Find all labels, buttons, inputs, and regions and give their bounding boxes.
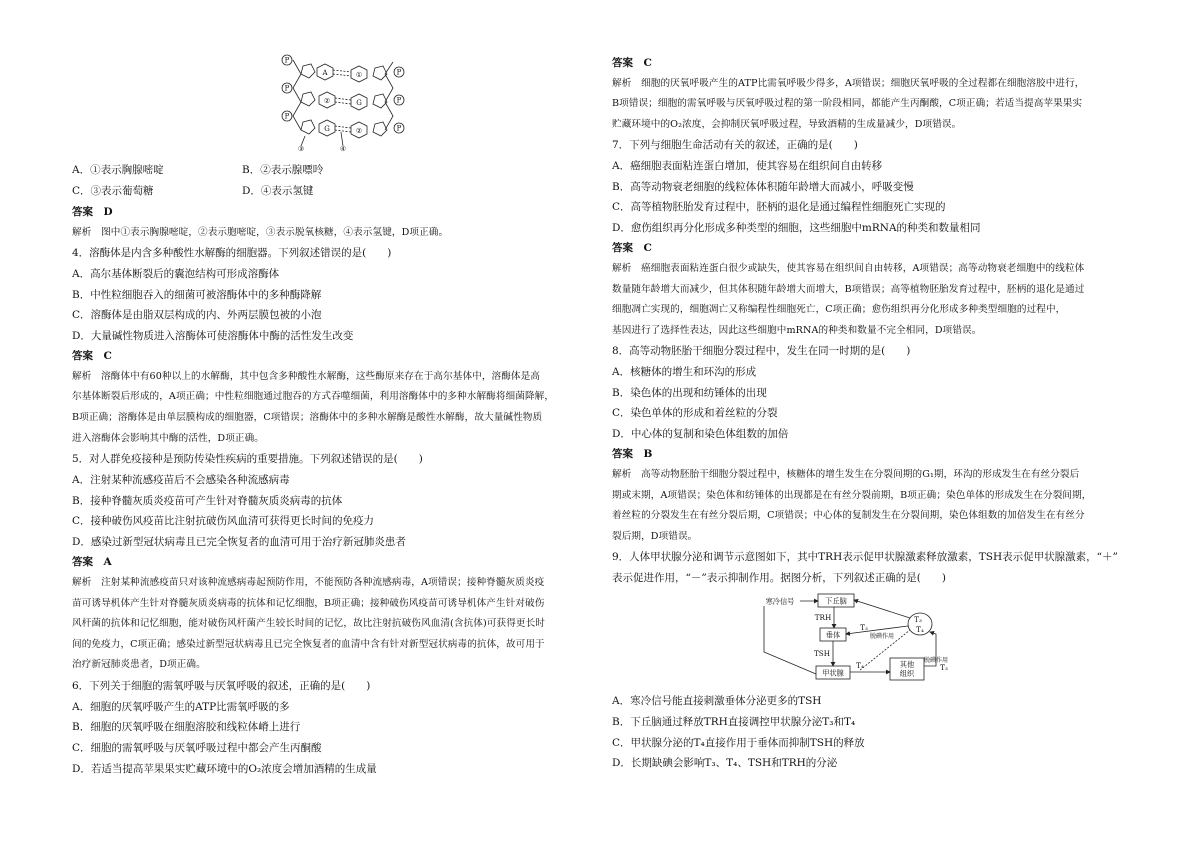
q4-answer: 答案 C <box>72 350 112 362</box>
q7-explanation-2: 数量随年龄增大而减少，但其体积随年龄增大而增大，B项错误；高等植物胚胎发育过程中，胚柄的退化是通过 <box>612 284 1085 295</box>
q5-stem: 5．对人群免疫接种是预防传染性疾病的重要措施。下列叙述错误的是( ) <box>72 453 423 465</box>
q5-option-c: C．接种破伤风疫苗比注射抗破伤风血清可获得更长时间的免疫力 <box>72 515 375 527</box>
q5-option-b: B．接种脊髓灰质炎疫苗可产生针对脊髓灰质炎病毒的抗体 <box>72 495 343 507</box>
q4-explanation-3: B项正确；溶酶体是由单层膜构成的细胞器，C项错误；溶酶体中的多种水解酶是酸性水解酶，故大量碱性物质 <box>72 412 543 423</box>
q4-explanation-2: 尔基体断裂后形成的，A项正确；中性粒细胞通过胞吞的方式吞噬细菌，利用溶酶体中的多种水解酶将细菌降解， <box>72 391 555 402</box>
q9-option-d: D．长期缺碘会影响T₃、T₄、TSH和TRH的分泌 <box>612 757 838 769</box>
q7-explanation-3: 细胞凋亡实现的，细胞凋亡又称编程性细胞死亡，C项正确；愈伤组织再分化形成多种类型细胞的过程中， <box>612 304 1066 315</box>
q4-option-b: B．中性粒细胞吞入的细菌可被溶酶体中的多种酶降解 <box>72 289 322 301</box>
q8-option-a: A．核糖体的增生和环沟的形成 <box>612 366 757 378</box>
phosphate-label: P <box>284 84 290 93</box>
phosphate-label: P <box>396 124 402 133</box>
base-label-2: ② <box>355 127 363 135</box>
q5-option-a: A．注射某种流感疫苗后不会感染各种流感病毒 <box>72 474 290 486</box>
dna-structure-figure <box>275 52 415 152</box>
phosphate-label: P <box>284 112 290 121</box>
thyroid-regulation-figure <box>760 592 950 684</box>
q4-stem: 4．溶酶体是内含多种酸性水解酶的细胞器。下列叙述错误的是( ) <box>72 247 392 259</box>
q4-option-d: D．大量碱性物质进入溶酶体可使溶酶体中酶的活性发生改变 <box>72 330 354 342</box>
hypothalamus-label: 下丘脑 <box>825 596 847 606</box>
q9-option-b: B．下丘脑通过释放TRH直接调控甲状腺分泌T₃和T₄ <box>612 716 856 728</box>
pointer-label-3: ③ <box>297 145 305 152</box>
q6-option-c: C．细胞的需氧呼吸与厌氧呼吸过程中都会产生丙酮酸 <box>72 742 322 754</box>
deiodination-label-1: 脱碘作用 <box>869 633 895 640</box>
q5-explanation-1: 解析 注射某种流感疫苗只对该种流感病毒起预防作用，不能预防各种流感病毒，A项错误；接种脊髓灰质炎疫 <box>72 577 545 588</box>
q8-answer: 答案 B <box>612 448 653 460</box>
q3-explanation: 解析 图中①表示胸腺嘧啶，②表示胞嘧啶，③表示脱氧核糖，④表示氢键，D项正确。 <box>72 227 449 238</box>
t4-label: T₄ <box>916 625 924 634</box>
q5-explanation-2: 苗可诱导机体产生针对脊髓灰质炎病毒的抗体和记忆细胞，B项正确；接种破伤风疫苗可诱导机体产生针对破伤 <box>72 598 545 609</box>
q9-stem-1: 9．人体甲状腺分泌和调节示意图如下，其中TRH表示促甲状腺激素释放激素，TSH表示促甲状腺激素，“＋” <box>612 551 1118 563</box>
q5-option-d: D．感染过新型冠状病毒且已完全恢复者的血清可用于治疗新冠肺炎患者 <box>72 536 406 548</box>
q7-answer: 答案 C <box>612 242 652 254</box>
q4-option-c: C．溶酶体是由脂双层构成的内、外两层膜包被的小泡 <box>72 309 322 321</box>
q8-explanation-3: 着丝粒的分裂发生在有丝分裂后期，C项错误；中心体的复制发生在分裂间期，染色体组数的加倍发生在有丝分 <box>612 510 1085 521</box>
base-label-g: G <box>356 99 362 107</box>
q7-option-b: B．高等动物衰老细胞的线粒体体积随年龄增大而减小，呼吸变慢 <box>612 181 914 193</box>
q5-explanation-4: 间的免疫力，C项正确；感染过新型冠状病毒且已完全恢复者的血清中含有针对新型冠状病毒的抗体，故可用于 <box>72 639 545 650</box>
base-label-a: A <box>322 69 328 77</box>
base-label-g: G <box>324 125 330 133</box>
q7-explanation-1: 解析 癌细胞表面粘连蛋白很少或缺失，使其容易在组织间自由转移，A项错误；高等动物衰老细胞中的线粒体 <box>612 263 1085 274</box>
q9-option-a: A．寒冷信号能直接刺激垂体分泌更多的TSH <box>612 695 822 707</box>
q3-option-b: B．②表示腺嘌呤 <box>242 164 324 176</box>
q8-option-d: D．中心体的复制和染色体组数的加倍 <box>612 428 789 440</box>
q7-explanation-4: 基因进行了选择性表达，因此这些细胞中mRNA的种类和数量不完全相同，D项错误。 <box>612 325 982 336</box>
q5-explanation-3: 风杆菌的抗体和记忆细胞，能对破伤风杆菌产生较长时间的记忆，故比注射抗破伤风血清(含抗体)可获得更长时 <box>72 618 545 629</box>
base-label-2: ② <box>323 97 331 105</box>
q7-stem: 7．下列与细胞生命活动有关的叙述，正确的是( ) <box>612 139 858 151</box>
t4-label-2: T₄ <box>856 661 864 670</box>
q6-explanation-1: 解析 细胞的厌氧呼吸产生的ATP比需氧呼吸少得多，A项错误；细胞厌氧呼吸的全过程都在细胞溶胶中进行， <box>612 78 1085 89</box>
q6-answer: 答案 C <box>612 57 652 69</box>
q3-option-d: D．④表示氢键 <box>242 185 314 197</box>
q7-option-a: A．癌细胞表面粘连蛋白增加，使其容易在组织间自由转移 <box>612 160 883 172</box>
q8-option-c: C．染色单体的形成和着丝粒的分裂 <box>612 407 778 419</box>
q8-explanation-1: 解析 高等动物胚胎干细胞分裂过程中，核糖体的增生发生在分裂间期的G₁期，环沟的形成发生在有丝分裂后 <box>612 469 1080 480</box>
q3-answer: 答案 D <box>72 206 113 218</box>
other-tissue-label-2: 组织 <box>899 669 915 678</box>
q7-option-c: C．高等植物胚胎发育过程中，胚柄的退化是通过编程性细胞死亡实现的 <box>612 201 946 213</box>
q4-option-a: A．高尔基体断裂后的囊泡结构可形成溶酶体 <box>72 268 280 280</box>
t3-label: T₃ <box>914 615 922 624</box>
q6-option-a: A．细胞的厌氧呼吸产生的ATP比需氧呼吸的多 <box>72 701 290 713</box>
q8-explanation-4: 裂后期，D项错误。 <box>612 531 698 542</box>
q9-option-c: C．甲状腺分泌的T₄直接作用于垂体而抑制TSH的释放 <box>612 737 865 749</box>
q3-options-row2 <box>72 184 612 198</box>
phosphate-label: P <box>396 68 402 77</box>
q5-answer: 答案 A <box>72 556 112 568</box>
q5-explanation-5: 治疗新冠肺炎患者，D项正确。 <box>72 659 206 670</box>
thyroid-label: 甲状腺 <box>822 668 844 678</box>
q8-explanation-2: 期或末期，A项错误；染色体和纺锤体的出现都是在有丝分裂前期，B项正确；染色单体的形成发生在分裂间期， <box>612 490 1092 501</box>
q3-option-a: A．①表示胸腺嘧啶 <box>72 164 164 176</box>
phosphate-label: P <box>396 96 402 105</box>
t3-label-3: T₃ <box>940 663 948 672</box>
q3-option-c: C．③表示葡萄糖 <box>72 185 154 197</box>
q8-stem: 8．高等动物胚胎干细胞分裂过程中，发生在同一时期的是( ) <box>612 345 911 357</box>
q3-options-row1 <box>72 163 612 177</box>
q6-stem: 6．下列关于细胞的需氧呼吸与厌氧呼吸的叙述，正确的是( ) <box>72 680 371 692</box>
q6-option-d: D．若适当提高苹果果实贮藏环境中的O₂浓度会增加酒精的生成量 <box>72 763 377 775</box>
pituitary-label: 垂体 <box>825 630 841 640</box>
cold-signal-label: 寒冷信号 <box>765 597 795 606</box>
other-tissue-label-1: 其他 <box>899 660 915 669</box>
q6-explanation-3: 贮藏环境中的O₂浓度，会抑制厌氧呼吸过程，导致酒精的生成量减少，D项错误。 <box>612 119 962 130</box>
q4-explanation-4: 进入溶酶体会影响其中酶的活性，D项正确。 <box>72 433 264 444</box>
q7-option-d: D．愈伤组织再分化形成多种类型的细胞，这些细胞中mRNA的种类和数量相同 <box>612 222 981 234</box>
pointer-label-4: ④ <box>339 145 347 152</box>
trh-label: TRH <box>814 613 832 622</box>
base-label-1: ① <box>355 71 363 79</box>
q9-stem-2: 表示促进作用，“－”表示抑制作用。据图分析，下列叙述正确的是( ) <box>612 572 946 584</box>
q6-option-b: B．细胞的厌氧呼吸在细胞溶胶和线粒体嵴上进行 <box>72 721 301 733</box>
tsh-label: TSH <box>814 649 830 658</box>
q4-explanation-1: 解析 溶酶体中有60种以上的水解酶，其中包含多种酸性水解酶，这些酶原来存在于高尔基体中，溶酶体是高 <box>72 371 541 382</box>
t3-label-2: T₃ <box>860 623 868 632</box>
phosphate-label: P <box>284 56 290 65</box>
q6-explanation-2: B项错误；细胞的需氧呼吸与厌氧呼吸过程的第一阶段相同，都能产生丙酮酸，C项正确；若适当提高苹果果实 <box>612 98 1083 109</box>
deiodination-label-2: 脱碘作用 <box>923 657 949 664</box>
q8-option-b: B．染色体的出现和纺锤体的出现 <box>612 387 767 399</box>
